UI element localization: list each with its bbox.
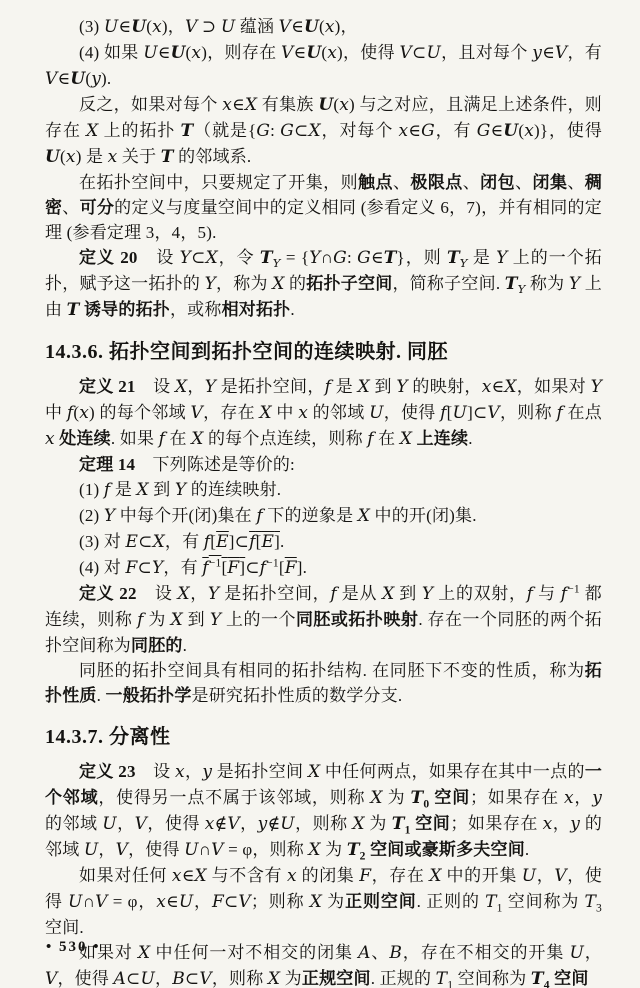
- para-regular-space: 如果对任何 x∈X 与不含有 x 的闭集 F，存在 X 中的开集 U，V，使得 U∩V = φ，x∈U，F⊂V；则称 X 为正则空间. 正则的 $T_1$ 空间称为 $T_3$ 空间.: [45, 866, 603, 937]
- para-definition-20-subspace: 定义 20 设 Y⊂X，令 $T_Y$ = {Y∩G: G∈T}，则 $T_Y$ 是 Y 上的一个拓扑，赋予这一拓扑的 Y，称为 X 的拓扑子空间，简称子空间. $T_Y$ 称为 Y 上由 T 诱导的拓扑，或称相对拓扑.: [45, 248, 603, 320]
- theorem-14-item-4: (4) 对 F⊂Y，有 $f^{-1}[F]\subset f^{-1}[\overline{F}]$.: [79, 556, 308, 578]
- para-definition-22-homeomorphism: 定义 22 设 X，Y 是拓扑空间，f 是从 X 到 Y 上的双射，f 与 $f^{-1}$ 都连续，则称 f 为 X 到 Y 上的一个同胚或拓扑映射. 存在一个同胚的两个拓扑空间称为同胚的.: [45, 582, 603, 655]
- para-topological-invariants: 同胚的拓扑空间具有相同的拓扑结构. 在同胚下不变的性质，称为拓扑性质. 一般拓扑学是研究拓扑性质的数学分支.: [45, 661, 602, 705]
- theorem-14-item-1: (1) f 是 X 到 Y 的连续映射.: [79, 480, 282, 500]
- para-theorem-14: 定理 14 下列陈述是等价的:: [79, 455, 295, 474]
- heading-14-3-6: 14.3.6. 拓扑空间到拓扑空间的连续映射. 同胚: [45, 341, 448, 363]
- axiom-item-3: (3) U∈U(x)，V ⊃ U 蕴涵 V∈U(x)，: [79, 17, 358, 37]
- theorem-14-item-3: (3) 对 E⊂X，有 $f[\overline{E}]\subset f[E]$.: [79, 532, 285, 552]
- heading-14-3-7: 14.3.7. 分离性: [45, 726, 171, 748]
- page-number: • 530 •: [46, 939, 101, 955]
- axiom-item-4: (4) 如果 U∈U(x)，则存在 V∈U(x)，使得 V⊂U，且对每个 y∈V，有 V∈U(y).: [45, 43, 602, 89]
- para-open-set-derived-definitions: 在拓扑空间中，只要规定了开集，则触点、极限点、闭包、闭集、稠密、可分的定义与度量空间中的定义相同 (参看定义 6，7)，并有相同的定理 (参看定理 3，4，5).: [45, 173, 603, 242]
- para-normal-space: 如果对 X 中任何一对不相交的闭集 A、B，存在不相交的开集 U，V，使得 A⊂U，B⊂V，则称 X 为正规空间. 正规的 $T_1$ 空间称为 $T_4$ 空间: [45, 943, 603, 988]
- para-definition-21-continuity: 定义 21 设 X，Y 是拓扑空间，f 是 X 到 Y 的映射，x∈X，如果对 Y 中 f(x) 的每个邻域 V，存在 X 中 x 的邻域 U，使得 f[U]⊂V，则称 f 在点 x 处连续. 如果 f 在 X 的每个点连续，则称 f 在 X 上连续.: [45, 377, 603, 449]
- para-converse-neighborhood-system: 反之，如果对每个 x∈X 有集族 U(x) 与之对应，且满足上述条件，则存在 X 上的拓扑 T（就是{G: G⊂X，对每个 x∈G，有 G∈U(x)}，使得 U(x) 是 x 关于 T 的邻域系.: [45, 95, 603, 167]
- para-definition-23-separation-axioms: 定义 23 设 x，y 是拓扑空间 X 中任何两点，如果存在其中一点的一个邻域，使得另一点不属于该邻域，则称 X 为 $T_0$ 空间；如果存在 x，y 的邻域 U，V，使得 x∉V，y∉U，则称 X 为 $T_1$ 空间；如果存在 x，y 的邻域 U，V，使得 U∩V = φ，则称 X 为 $T_2$ 空间或豪斯多夫空间.: [45, 762, 603, 863]
- theorem-14-item-2: (2) Y 中每个开(闭)集在 f 下的逆象是 X 中的开(闭)集.: [79, 506, 477, 526]
